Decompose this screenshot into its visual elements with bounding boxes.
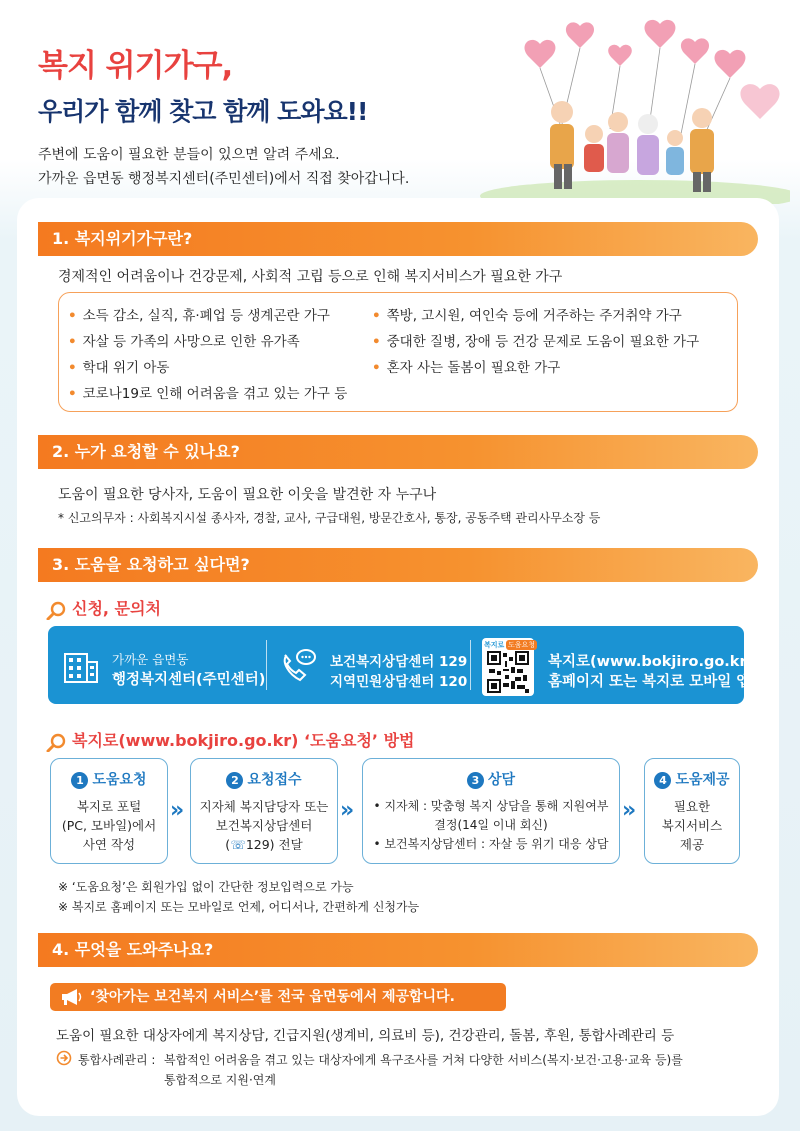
section3-header: 3. 도움을 요청하고 싶다면? [38, 548, 758, 582]
service-pill: ‘찾아가는 보건복지 서비스’를 전국 읍면동에서 제공합니다. [50, 983, 506, 1011]
hero-title: 복지 위기가구, [38, 48, 233, 84]
qr-badge: 복지로 [484, 641, 505, 649]
bullet-item: • 중대한 질병, 장애 등 건강 문제로 도움이 필요한 가구 [372, 334, 700, 350]
section4-services-line: 도움이 필요한 대상자에게 복지상담, 긴급지원(생계비, 의료비 등), 건강관리, 돌봄, 후원, 통합사례관리 등 [56, 1028, 675, 1044]
family-balloons-illustration [470, 14, 790, 204]
bullet-item: • 코로나19로 인해 어려움을 겪고 있는 가구 등 [68, 386, 348, 402]
step-4-box: 4 도움제공 필요한 복지서비스 제공 [644, 758, 740, 864]
phone-icon [278, 646, 318, 686]
bullet-item: • 소득 감소, 실직, 휴·폐업 등 생계곤란 가구 [68, 308, 330, 324]
bullet-item: • 자살 등 가족의 사망으로 인한 유가족 [68, 334, 300, 350]
section1-definition: 경제적인 어려움이나 건강문제, 사회적 고립 등으로 인해 복지서비스가 필요한 가구 [58, 269, 563, 285]
contact-web-line2: 홈페이지 또는 복지로 모바일 앱 [548, 674, 751, 690]
section4-header: 4. 무엇을 도와주나요? [38, 933, 758, 967]
building-icon [62, 646, 100, 684]
bullet-item: • 쪽방, 고시원, 여인숙 등에 거주하는 주거취약 가구 [372, 308, 682, 324]
divider [470, 640, 471, 690]
qr-label: 도움요청 [508, 641, 536, 649]
megaphone-icon [60, 988, 84, 1006]
arrow-circle-icon [56, 1050, 72, 1066]
section2-line1: 도움이 필요한 당사자, 도움이 필요한 이웃을 발견한 자 누구나 [58, 487, 437, 503]
section2-header: 2. 누가 요청할 수 있나요? [38, 435, 758, 469]
case-management-line2: 통합적으로 지원·연계 [164, 1073, 276, 1087]
hero-subtitle-title: 우리가 함께 찾고 함께 도와요!! [38, 97, 368, 126]
section2-reporters-note: * 신고의무자 : 사회복지시설 종사자, 경찰, 교사, 구급대원, 방문간호사, 통장, 공동주택 관리사무소장 등 [58, 511, 601, 525]
bullet-item: • 학대 위기 아동 [68, 360, 170, 376]
note-2: ※ 복지로 홈페이지 또는 모바일로 언제, 어디서나, 간편하게 신청가능 [58, 900, 420, 914]
chevron-right-icon: » [170, 798, 185, 823]
chevron-right-icon: » [340, 798, 355, 823]
contact-phone-120: 지역민원상담센터 120 [330, 674, 468, 690]
bullet-item: • 혼자 사는 돌봄이 필요한 가구 [372, 360, 561, 376]
contact-web-line1[interactable]: 복지로(www.bokjiro.go.kr) [548, 654, 754, 670]
step-2-box: 2 요청접수 지자체 복지담당자 또는 보건복지상담센터 (☏129) 전달 [190, 758, 338, 864]
section1-header: 1. 복지위기가구란? [38, 222, 758, 256]
contact-phone-129: 보건복지상담센터 129 [330, 654, 468, 670]
case-management-line1: 복합적인 어려움을 겪고 있는 대상자에게 욕구조사를 거쳐 다양한 서비스(복지·보건·고용·교육 등)를 [164, 1053, 683, 1067]
qr-code-icon [487, 651, 529, 693]
step-3-box: 3 상담 • 지자체 : 맞춤형 복지 상담을 통해 지원여부 결정(14일 이내 회신) • 보건복지상담센터 : 자살 등 위기 대응 상담 [362, 758, 620, 864]
hero-description-line2: 가까운 읍면동 행정복지센터(주민센터)에서 직접 찾아갑니다. [38, 171, 410, 187]
bokjiro-method-subheading: 복지로(www.bokjiro.go.kr) ‘도움요청’ 방법 [46, 728, 415, 752]
phone-icon: ☏ [230, 837, 246, 852]
note-1: ※ ‘도움요청’은 회원가입 없이 간단한 정보입력으로 가능 [58, 880, 354, 894]
case-management-label: 통합사례관리 : [78, 1053, 156, 1067]
search-icon [46, 732, 68, 752]
contact-center-line2: 행정복지센터(주민센터) [112, 672, 266, 688]
hero-description-line1: 주변에 도움이 필요한 분들이 있으면 알려 주세요. [38, 147, 340, 163]
search-icon [46, 600, 68, 620]
divider [266, 640, 267, 690]
step-1-box: 1 도움요청 복지로 포털 (PC, 모바일)에서 사연 작성 [50, 758, 168, 864]
apply-contact-subheading: 신청, 문의처 [46, 596, 161, 620]
contact-center-line1: 가까운 읍면동 [112, 652, 189, 667]
chevron-right-icon: » [622, 798, 637, 823]
